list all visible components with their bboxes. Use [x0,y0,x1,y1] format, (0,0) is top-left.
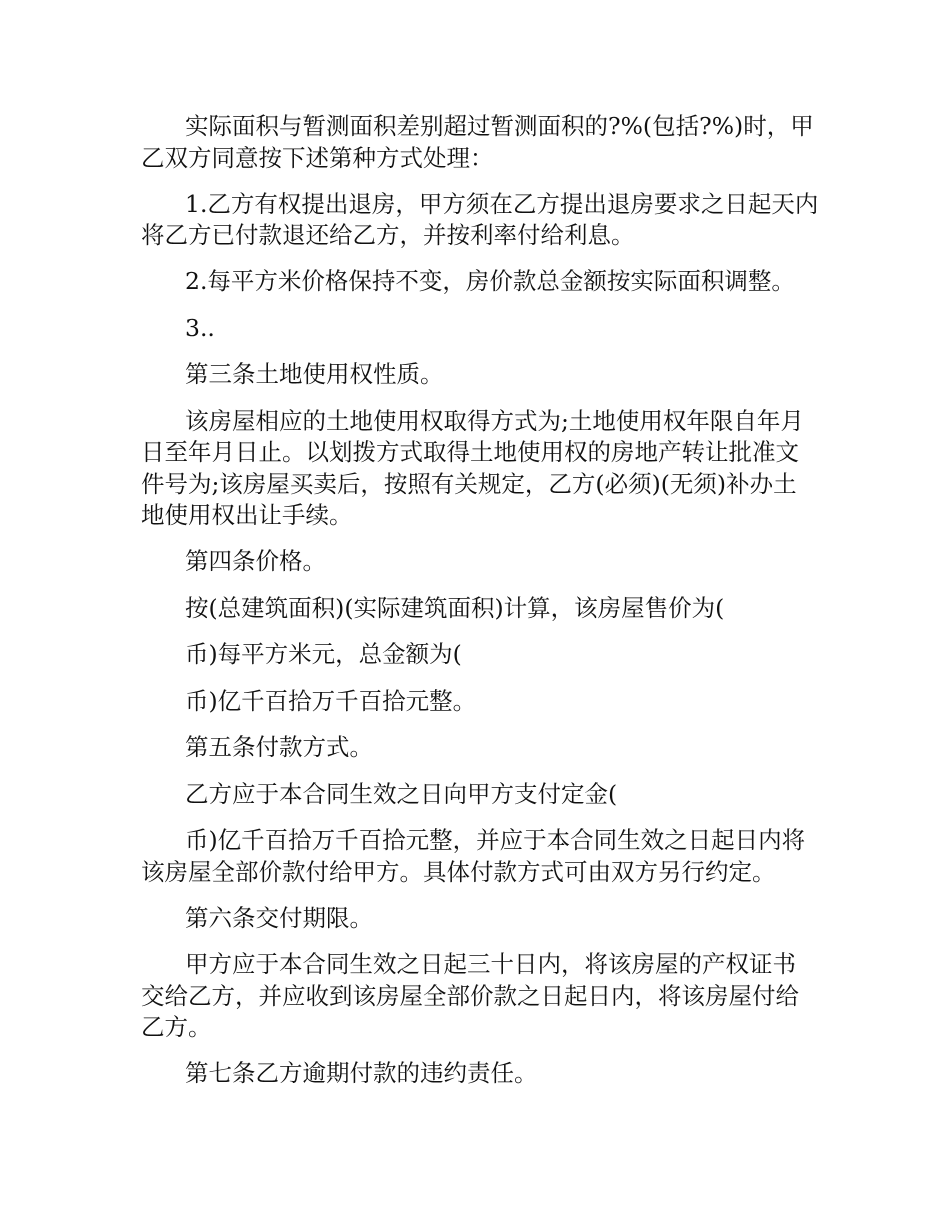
paragraph-option-2: 2.每平方米价格保持不变，房价款总金额按实际面积调整。 [185,267,795,295]
paragraph-land-use: 该房屋相应的土地使用权取得方式为;土地使用权年限自年月日至年月日止。以划拨方式取得土地使用权的房地产转让批准文件号为;该房屋买卖后，按照有关规定，乙方(必须)(无须)补办土地使用权出让手续。 [141,406,804,529]
paragraph-price-total: 币)亿千百拾万千百拾元整。 [185,686,477,715]
heading-article-4: 第四条价格。 [185,547,326,575]
heading-article-7: 第七条乙方逾期付款的违约责任。 [185,1059,538,1087]
heading-article-5: 第五条付款方式。 [185,733,373,761]
paragraph-price-per-sqm: 币)每平方米元，总金额为( [185,640,462,668]
paragraph-option-1: 1.乙方有权提出退房，甲方须在乙方提出退房要求之日起天内将乙方已付款退还给乙方，并按利率付给利息。 [141,189,819,249]
paragraph-area-difference: 实际面积与暂测面积差别超过暂测面积的?%(包括?%)时，甲乙双方同意按下述第种方式处理： [141,112,814,172]
document-body [141,111,819,1105]
paragraph-deposit: 乙方应于本合同生效之日向甲方支付定金( [185,779,618,808]
paragraph-delivery: 甲方应于本合同生效之日起三十日内，将该房屋的产权证书交给乙方，并应收到该房屋全部价款之日起日内，将该房屋付给乙方。 [141,950,799,1041]
paragraph-payment-terms: 币)亿千百拾万千百拾元整，并应于本合同生效之日起日内将该房屋全部价款付给甲方。具体付款方式可由双方另行约定。 [141,826,806,886]
paragraph-price-basis: 按(总建筑面积)(实际建筑面积)计算，该房屋售价为( [185,593,725,622]
paragraph-option-3: 3.. [185,313,215,342]
heading-article-3: 第三条土地使用权性质。 [185,360,444,388]
heading-article-6: 第六条交付期限。 [185,903,373,932]
